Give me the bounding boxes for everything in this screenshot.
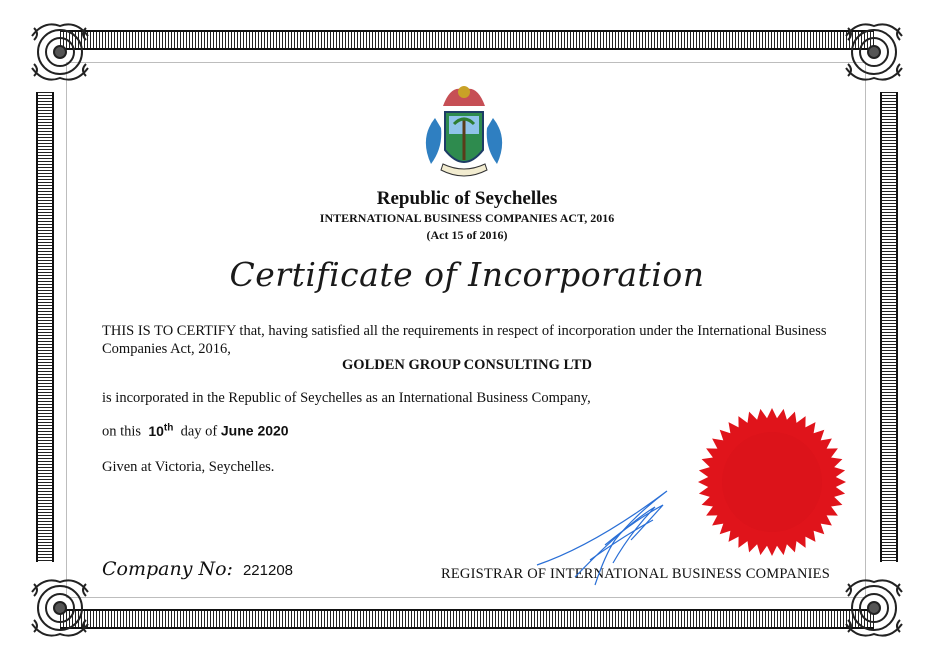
company-number [102, 558, 293, 580]
border-left [36, 92, 54, 562]
red-seal-icon [697, 407, 847, 557]
incorporated-paragraph: is incorporated in the Republic of Seychelles as an International Business Company, [102, 390, 591, 406]
date-month-year: June 2020 [220, 422, 289, 439]
certify-paragraph: THIS IS TO CERTIFY that, having satisfied all the requirements in respect of incorporation under the International Business Companies Act, 2016, [102, 323, 827, 357]
border-top [60, 30, 874, 50]
registrar-title: REGISTRAR OF INTERNATIONAL BUSINESS COMPANIES [441, 566, 830, 582]
border-bottom [60, 609, 874, 629]
border-right [880, 92, 898, 562]
act-number: (Act 15 of 2016) [426, 228, 508, 242]
ornament-corner-icon [838, 16, 910, 88]
date-day: 10th [148, 422, 174, 439]
given-at: Given at Victoria, Seychelles. [102, 459, 275, 475]
signature-icon [535, 485, 685, 595]
coat-of-arms-icon [413, 78, 515, 188]
date-line [102, 422, 289, 441]
country-heading: Republic of Seychelles [376, 188, 558, 209]
company-number-value: 221208 [242, 562, 294, 579]
ornament-corner-icon [24, 572, 96, 644]
date-prefix: on this [102, 423, 142, 440]
certificate-title: Certificate of Incorporation [229, 255, 705, 294]
act-heading: INTERNATIONAL BUSINESS COMPANIES ACT, 2016 [319, 211, 615, 225]
date-day-of: day of [180, 423, 218, 440]
ornament-corner-icon [838, 572, 910, 644]
company-number-label: Company No: [102, 558, 233, 580]
company-name: GOLDEN GROUP CONSULTING LTD [342, 357, 592, 373]
ornament-corner-icon [24, 16, 96, 88]
